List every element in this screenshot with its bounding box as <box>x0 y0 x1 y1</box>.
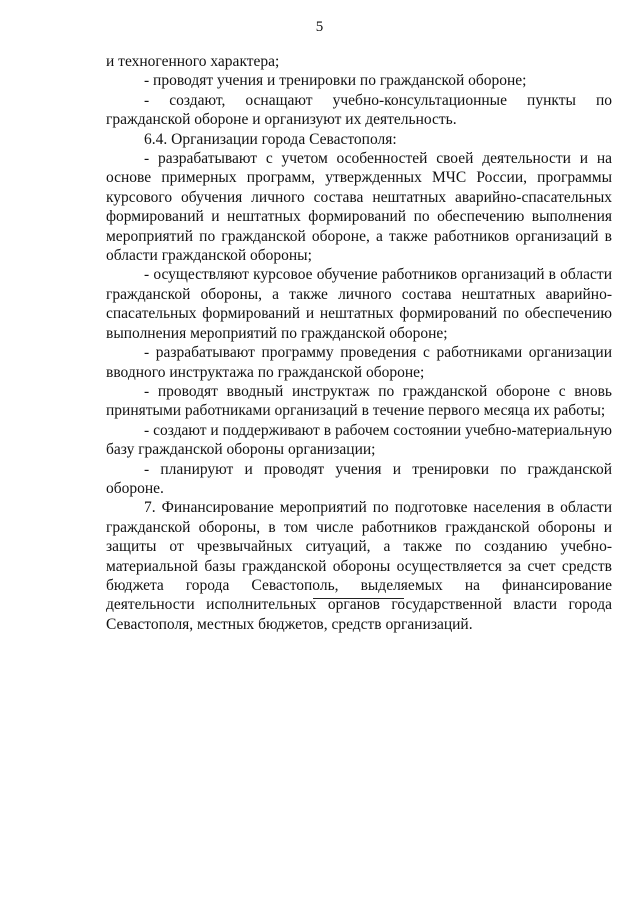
section-7-financing: 7. Финансирование мероприятий по подготовке населения в области гражданской обороны, в том числе работников гражданской обороны и защиты от чрезвычайных ситуаций, а также по созданию учебно-материальной базы гражданской обороны осуществляется за счет средств бюджета города Севастополь, выделяемых на финансирование деятельности исполнительных органов государственной власти города Севастополя, местных бюджетов, средств организаций. <box>106 499 612 633</box>
section-heading-6-4: 6.4. Организации города Севастополя: <box>144 130 397 148</box>
list-item-material-base: - создают и поддерживают в рабочем состоянии учебно-материальную базу гражданской обороны организации; <box>106 421 612 459</box>
end-separator-line <box>313 598 404 599</box>
list-item-plan-exercises: - планируют и проводят учения и тренировки по гражданской обороне. <box>106 460 612 497</box>
page-number: 5 <box>315 19 324 35</box>
list-item-induction-briefing: - проводят вводный инструктаж по гражданской обороне с вновь принятыми работниками организаций в течение первого месяца их работы; <box>106 382 612 420</box>
list-item-exercises: - проводят учения и тренировки по гражданской обороне; <box>144 72 527 90</box>
document-body <box>106 52 612 634</box>
paragraph-continuation: и техногенного характера; <box>106 53 280 70</box>
list-item-consulting-points: - создают, оснащают учебно-консультационные пункты по гражданской обороне и организуют их деятельность. <box>106 91 612 129</box>
list-item-develop-programs: - разрабатывают с учетом особенностей своей деятельности и на основе примерных программ, утвержденных МЧС России, программы курсового обучения личного состава нештатных аварийно-спасательных формирований и нештатных формирований по обеспечению выполнения мероприятий по гражданской обороне, а также работников организаций в области гражданской обороны; <box>106 150 612 265</box>
list-item-induction-program: - разрабатывают программу проведения с работниками организации вводного инструктажа по гражданской обороне; <box>106 344 612 381</box>
list-item-course-training: - осуществляют курсовое обучение работников организаций в области гражданской обороны, а также личного состава нештатных аварийно-спасательных формирований и нештатных формирований по обеспечению выполнения мероприятий по гражданской обороне; <box>106 266 612 342</box>
